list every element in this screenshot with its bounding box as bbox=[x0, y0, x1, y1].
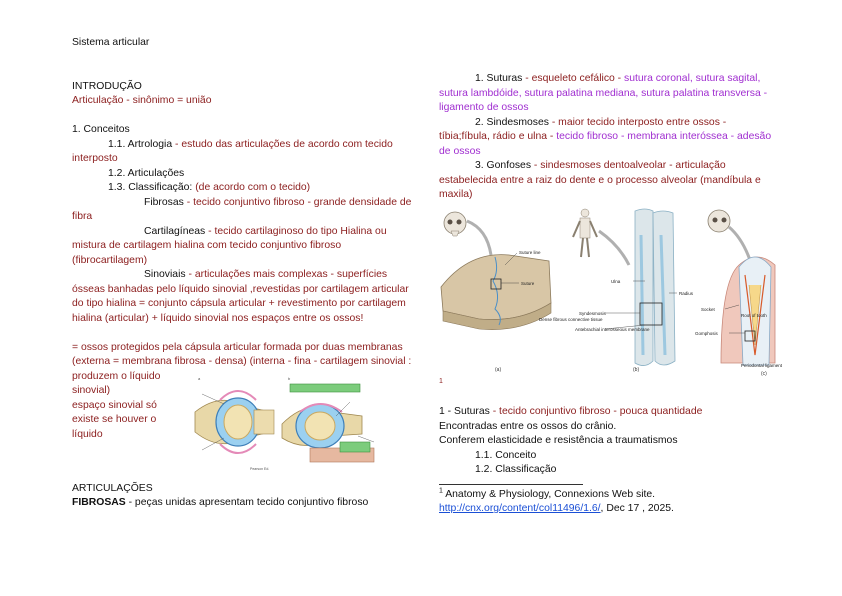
articulacoes-heading: ARTICULAÇÕES bbox=[72, 482, 153, 494]
sindesmoses-red-text: - maior tecido interposto entre ossos - tíbia;fíbula, rádio e ulna - bbox=[439, 116, 727, 142]
intro-heading: INTRODUÇÃO bbox=[72, 80, 142, 92]
s1-heading bbox=[439, 405, 774, 420]
sinoviais-label: Sinoviais bbox=[144, 269, 186, 280]
fibrosas-paragraph bbox=[72, 196, 412, 225]
fig-label-dense: Dense fibrous connective tissue bbox=[539, 317, 603, 322]
footnote-link-line bbox=[439, 502, 774, 517]
classificacao-item bbox=[72, 181, 412, 196]
sindesmoses-purple-text: tecido fibroso - membrana interóssea - adesão de ossos bbox=[439, 131, 772, 157]
articulacoes-item: 1.2. Articulações bbox=[108, 167, 185, 179]
suturas-sep-2: - bbox=[614, 73, 625, 84]
espaco-text: espaço sinovial só existe se houver o líquido bbox=[72, 399, 157, 440]
gonfoses-red-text: - sindesmoses dentoalveolar - articulação estabelecida entre a raiz do dente e o processo alveolar (mandíbula e maxila) bbox=[439, 160, 761, 200]
footnote-reference: 1 bbox=[439, 378, 443, 385]
fig-label-antebrachial: Antebrachial interosseous membrane bbox=[575, 327, 650, 332]
fig-label-periodontal: Periodontal ligament bbox=[741, 363, 783, 368]
fig-label-syndesmosis: Syndesmosis bbox=[579, 311, 606, 316]
footnote bbox=[439, 488, 774, 503]
footnote-number: 1 bbox=[439, 487, 443, 495]
suturas-section bbox=[439, 405, 774, 517]
s1-label: 1 - Suturas bbox=[439, 406, 490, 417]
joint-fig-label-a: a bbox=[198, 375, 201, 381]
gomphosis-panel bbox=[695, 210, 783, 377]
classificacao-label: 1.3. Classificação: bbox=[108, 182, 193, 193]
sinoviais-paragraph bbox=[72, 268, 412, 326]
suture-panel bbox=[441, 212, 603, 373]
document-title: Sistema articular bbox=[72, 37, 150, 48]
produzem-text: produzem o líquido sinovial) bbox=[72, 370, 161, 396]
fig-label-b: (b) bbox=[633, 367, 640, 373]
fig-label-gomphosis: Gomphosis bbox=[695, 331, 718, 336]
fibrosas-heading-text: - peças unidas apresentam tecido conjuntivo fibroso bbox=[125, 497, 369, 508]
fibrosas-heading-paragraph bbox=[72, 496, 412, 511]
sindesmoses-paragraph bbox=[439, 116, 774, 160]
sinoviais-text: - articulações mais complexas - superfícies ósseas banhadas pelo líquido sinovial ,revestidas por cartilagem articular do tipo hialina = conjunto cápsula articular + revestimento por cartilagem hialina (articular) + líquido sinovial nos espaços entre os ossos! bbox=[72, 269, 409, 324]
fig-label-radius: Radius bbox=[679, 291, 694, 296]
intro-line: Articulação - sinônimo = união bbox=[72, 95, 212, 106]
sindesmoses-label: 2. Sindesmoses bbox=[475, 116, 549, 128]
conceitos-heading: 1. Conceitos bbox=[72, 124, 130, 135]
footnote-separator bbox=[439, 484, 583, 485]
s1-conceito: 1.1. Conceito bbox=[475, 449, 537, 461]
synovial-joint-illustration bbox=[190, 372, 386, 472]
joint-fig-credit: Pearson Ed. bbox=[250, 466, 270, 471]
footnote-date: , Dec 17 , 2025. bbox=[600, 503, 674, 514]
syndesmosis-panel bbox=[573, 209, 694, 373]
s1-text: - tecido conjuntivo fibroso - pouca quantidade bbox=[489, 406, 703, 417]
fibrosas-text: - tecido conjuntivo fibroso - grande densidade de fibra bbox=[72, 196, 412, 222]
fibrosas-label: Fibrosas bbox=[144, 196, 184, 208]
joint-fig-label-b: b bbox=[288, 375, 291, 381]
artrologia-text: - estudo das articulações de acordo com tecido interposto bbox=[72, 138, 393, 164]
right-column bbox=[439, 72, 783, 514]
s1-line3: Conferem elasticidade e resistência a traumatismos bbox=[439, 435, 678, 446]
fig-label-c: (c) bbox=[761, 371, 767, 377]
s1-classificacao: 1.2. Classificação bbox=[475, 464, 557, 475]
suturas-red-text: esqueleto cefálico bbox=[531, 73, 615, 84]
artrologia-paragraph bbox=[72, 138, 412, 167]
left-column bbox=[72, 36, 412, 511]
suturas-paragraph bbox=[439, 72, 774, 116]
fibrosas-heading-label: FIBROSAS bbox=[72, 497, 126, 508]
gonfoses-paragraph bbox=[439, 159, 774, 203]
fig-label-a: (a) bbox=[495, 367, 502, 373]
suturas-label: 1. Suturas bbox=[475, 73, 523, 84]
classificacao-text: (de acordo com o tecido) bbox=[192, 182, 311, 193]
footnote-link[interactable]: http://cnx.org/content/col11496/1.6/ bbox=[439, 503, 601, 514]
fig-label-suture-line: Suture line bbox=[519, 250, 541, 255]
s1-line2: Encontradas entre os ossos do crânio. bbox=[439, 420, 617, 432]
fibrous-joints-figure bbox=[439, 205, 783, 381]
fig-label-root: Root of tooth bbox=[741, 313, 767, 318]
fig-label-ulna: Ulna bbox=[611, 279, 621, 284]
synovial-block bbox=[72, 370, 412, 470]
fig-label-socket: Socket bbox=[701, 307, 715, 312]
cartilagineas-text: - tecido cartilaginoso do tipo Hialina ou mistura de cartilagem hialina com tecido conjuntivo fibroso (fibrocartilagem) bbox=[72, 225, 387, 266]
artrologia-label: 1.1. Artrologia bbox=[108, 138, 173, 150]
cartilagineas-label: Cartilagíneas bbox=[144, 225, 206, 237]
footnote-text: Anatomy & Physiology, Connexions Web site. bbox=[442, 488, 656, 500]
cartilagineas-paragraph bbox=[72, 225, 412, 269]
suturas-sep: - bbox=[522, 73, 532, 84]
suturas-purple-text: sutura coronal, sutura sagital, sutura lambdóide, sutura palatina mediana, sutura palatina transversa - ligamento de ossos bbox=[439, 73, 768, 113]
ossos-paragraph: = ossos protegidos pela cápsula articular formada por duas membranas (externa = membrana fibrosa - densa) (interna - fina - cartilagem sinovial : bbox=[72, 341, 412, 367]
fig-label-suture: Suture bbox=[521, 281, 535, 286]
gonfoses-label: 3. Gonfoses bbox=[475, 160, 532, 171]
